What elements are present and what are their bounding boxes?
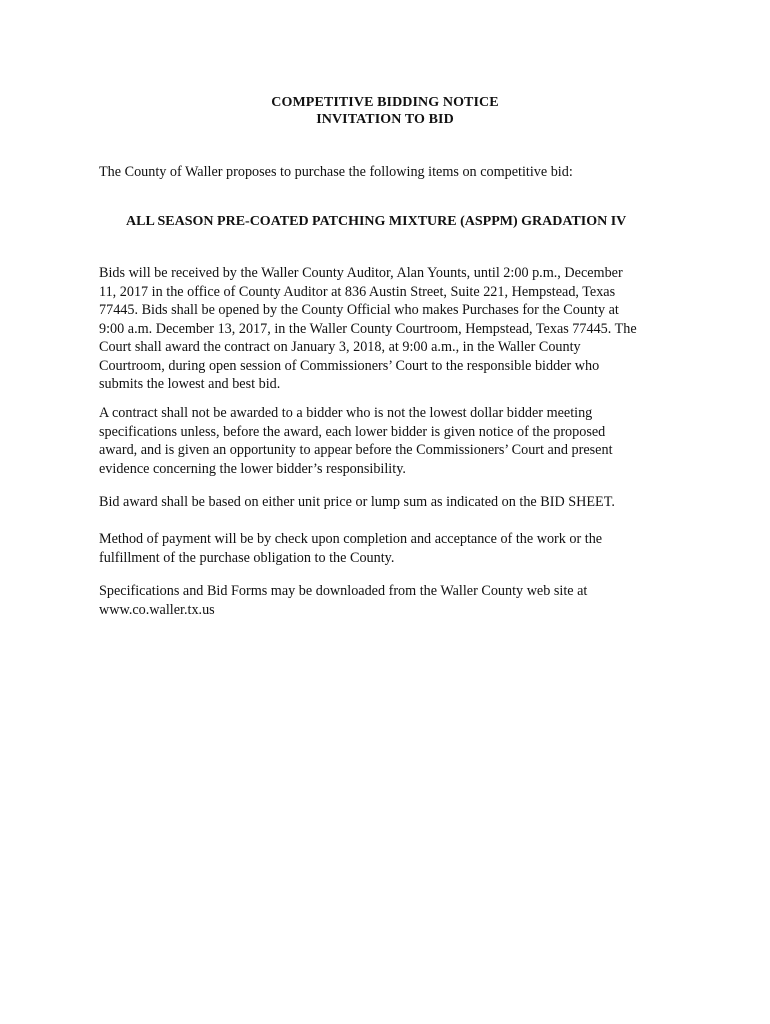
paragraph-line: Bids will be received by the Waller County Auditor, Alan Younts, until 2:00 p.m., December [99, 265, 623, 281]
website-url[interactable]: www.co.waller.tx.us [99, 601, 215, 618]
bid-receipt-paragraph [99, 264, 679, 394]
paragraph-line: 9:00 a.m. December 13, 2017, in the Waller County Courtroom, Hempstead, Texas 77445. The [99, 320, 637, 337]
paragraph-line: Court shall award the contract on January 3, 2018, at 9:00 a.m., in the Waller County [99, 339, 581, 355]
paragraph-line: 77445. Bids shall be opened by the County Official who makes Purchases for the County at [99, 302, 619, 318]
paragraph-line: Method of payment will be by check upon completion and acceptance of the work or the [99, 531, 603, 547]
notice-title: COMPETITIVE BIDDING NOTICE [271, 95, 499, 110]
paragraph-line: A contract shall not be awarded to a bidder who is not the lowest dollar bidder meeting [99, 405, 593, 421]
payment-method-paragraph [99, 530, 679, 567]
intro-paragraph [99, 163, 679, 182]
paragraph-line: award, and is given an opportunity to appear before the Commissioners’ Court and present [99, 442, 613, 458]
bid-item-title: ALL SEASON PRE-COATED PATCHING MIXTURE (ASPPM) GRADATION IV [126, 214, 627, 229]
paragraph-line: Specifications and Bid Forms may be downloaded from the Waller County web site at [99, 583, 588, 599]
intro-text: The County of Waller proposes to purchase the following items on competitive bid: [99, 164, 573, 180]
paragraph-line: specifications unless, before the award, each lower bidder is given notice of the proposed [99, 423, 606, 440]
paragraph-line: evidence concerning the lower bidder’s responsibility. [99, 460, 406, 477]
paragraph-line: 11, 2017 in the office of County Auditor at 836 Austin Street, Suite 221, Hempstead, Texas [99, 283, 616, 300]
paragraph-line: submits the lowest and best bid. [99, 376, 281, 392]
notice-header [0, 94, 770, 128]
paragraph-line: fulfillment of the purchase obligation to the County. [99, 549, 395, 566]
paragraph-line: Courtroom, during open session of Commissioners’ Court to the responsible bidder who [99, 357, 600, 374]
award-conditions-paragraph [99, 404, 679, 478]
award-basis-paragraph [99, 493, 679, 512]
paragraph-line: Bid award shall be based on either unit price or lump sum as indicated on the BID SHEET. [99, 494, 615, 510]
download-info-paragraph [99, 582, 679, 619]
notice-subtitle: INVITATION TO BID [316, 112, 454, 127]
